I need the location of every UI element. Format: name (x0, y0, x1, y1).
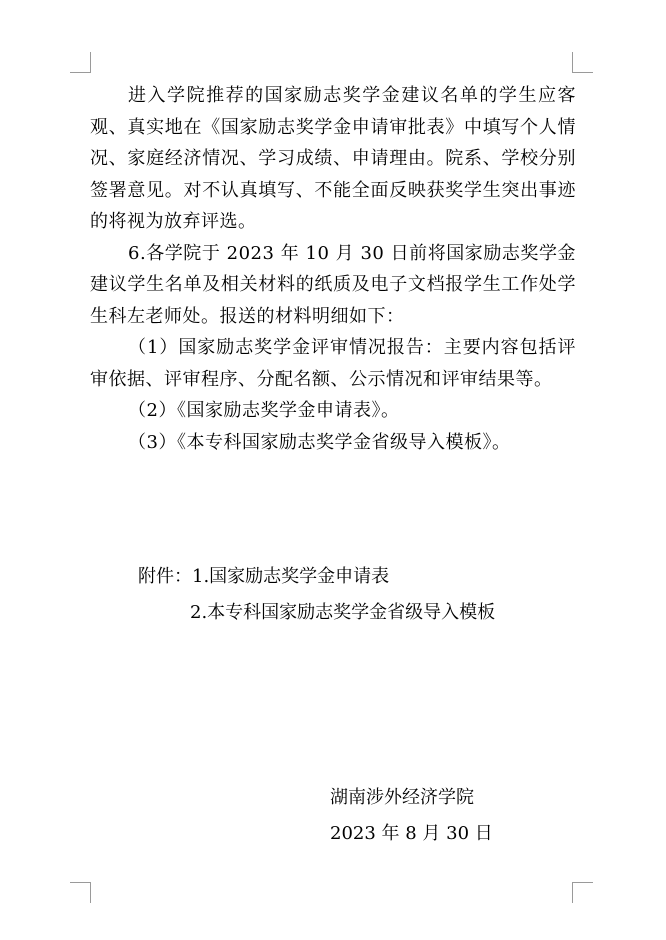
paragraph-application-instructions: 进入学院推荐的国家励志奖学金建议名单的学生应客观、真实地在《国家励志奖学金申请审批表》中填写个人情况、家庭经济情况、学习成绩、申请理由。院系、学校分别签署意见。对不认真填写、不能全面反映获奖学生突出事迹的将视为放弃评选。 (90, 85, 576, 232)
paragraph-submission-deadline: 6.各学院于 2023 年 10 月 30 日前将国家励志奖学金建议学生名单及相关材料的纸质及电子文档报学生工作处学生科左老师处。报送的材料明细如下： (90, 242, 576, 327)
material-item-import-template: （3）《本专科国家励志奖学金省级导入模板》。 (128, 431, 511, 453)
signature-date: 2023 年 8 月 30 日 (330, 823, 493, 844)
signature-organization: 湖南涉外经济学院 (330, 787, 474, 808)
document-body (90, 80, 576, 458)
crop-mark-bottom-left (70, 882, 91, 903)
crop-mark-top-right (572, 52, 593, 73)
crop-mark-bottom-right (572, 882, 593, 903)
attachment-line-1: 附件：1.国家励志奖学金申请表 (138, 566, 390, 587)
crop-mark-top-left (70, 52, 91, 73)
material-item-report: （1）国家励志奖学金评审情况报告：主要内容包括评审依据、评审程序、分配名额、公示情况和评审结果等。 (90, 337, 576, 390)
attachment-line-2: 2.本专科国家励志奖学金省级导入模板 (190, 602, 496, 623)
material-item-application-form: （2）《国家励志奖学金申请表》。 (128, 400, 400, 421)
